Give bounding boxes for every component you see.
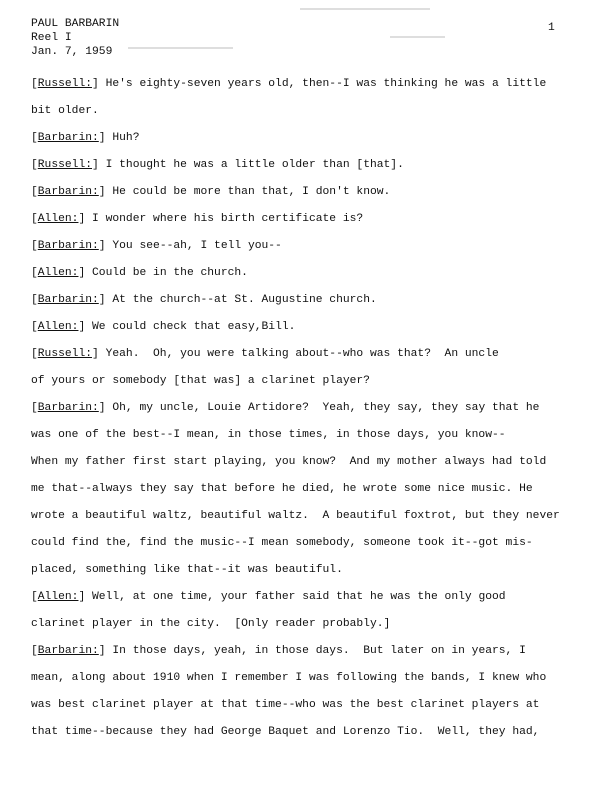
speaker-bracket-close: ]	[92, 159, 106, 171]
line-text: We could check that easy,Bill.	[92, 321, 296, 333]
transcript-line	[31, 240, 606, 267]
line-text: Could be in the church.	[92, 267, 248, 279]
speaker-label: Barbarin:	[37, 132, 99, 144]
transcript-line	[31, 672, 606, 699]
line-text: He could be more than that, I don't know.	[112, 186, 391, 198]
transcript-line	[31, 645, 606, 672]
document-header	[31, 18, 571, 60]
transcript-body	[31, 78, 606, 753]
speaker-bracket-open: [	[31, 348, 38, 360]
speaker-bracket-close: ]	[92, 348, 106, 360]
line-text: wrote a beautiful waltz, beautiful waltz. A beautiful foxtrot, but they never	[31, 510, 560, 522]
speaker-bracket-open: [	[31, 240, 38, 252]
line-text: Well, at one time, your father said that he was the only good	[92, 591, 506, 603]
line-text: Huh?	[112, 132, 140, 144]
transcript-line	[31, 618, 606, 645]
reel-label: Reel I	[31, 32, 72, 44]
line-text: that time--because they had George Baquet and Lorenzo Tio. Well, they had,	[31, 726, 540, 738]
line-text: was best clarinet player at that time--who was the best clarinet players at	[31, 699, 540, 711]
transcript-line	[31, 267, 606, 294]
line-text: In those days, yeah, in those days. But later on in years, I	[112, 645, 526, 657]
transcript-line	[31, 159, 606, 186]
transcript-line	[31, 591, 606, 618]
transcript-line	[31, 186, 606, 213]
speaker-bracket-open: [	[31, 159, 38, 171]
speaker-bracket-close: ]	[98, 645, 113, 657]
speaker-bracket-open: [	[31, 186, 38, 198]
transcript-line	[31, 348, 606, 375]
line-text: was one of the best--I mean, in those times, in those days, you know--	[31, 429, 506, 441]
line-text: I thought he was a little older than [that].	[105, 159, 404, 171]
speaker-label: Barbarin:	[37, 402, 99, 414]
speaker-label: Allen:	[37, 267, 79, 279]
transcript-line	[31, 510, 606, 537]
speaker-label: Barbarin:	[37, 645, 99, 657]
speaker-bracket-close: ]	[98, 132, 113, 144]
transcript-line	[31, 483, 606, 510]
line-text: me that--always they say that before he died, he wrote some nice music. He	[31, 483, 533, 495]
page-number: 1	[548, 22, 555, 34]
speaker-label: Allen:	[37, 321, 79, 333]
line-text: When my father first start playing, you know? And my mother always had told	[31, 456, 547, 468]
speaker-bracket-open: [	[31, 78, 38, 90]
transcript-line	[31, 105, 606, 132]
speaker-bracket-close: ]	[98, 186, 113, 198]
speaker-bracket-close: ]	[78, 321, 93, 333]
transcript-line	[31, 726, 606, 753]
transcript-line	[31, 132, 606, 159]
transcript-line	[31, 537, 606, 564]
speaker-bracket-close: ]	[92, 78, 106, 90]
speaker-bracket-close: ]	[78, 591, 93, 603]
speaker-bracket-open: [	[31, 645, 38, 657]
line-text: clarinet player in the city. [Only reader probably.]	[31, 618, 391, 630]
speaker-bracket-open: [	[31, 132, 38, 144]
speaker-label: Barbarin:	[37, 240, 99, 252]
transcript-line	[31, 78, 606, 105]
transcript-line	[31, 375, 606, 402]
speaker-bracket-close: ]	[98, 402, 113, 414]
interviewee-name: PAUL BARBARIN	[31, 18, 120, 30]
speaker-bracket-open: [	[31, 321, 38, 333]
speaker-bracket-close: ]	[78, 267, 93, 279]
transcript-line	[31, 699, 606, 726]
line-text: of yours or somebody [that was] a clarinet player?	[31, 375, 370, 387]
line-text: I wonder where his birth certificate is?	[92, 213, 364, 225]
speaker-bracket-close: ]	[78, 213, 93, 225]
speaker-bracket-open: [	[31, 591, 38, 603]
transcript-line	[31, 294, 606, 321]
speaker-label: Russell:	[37, 348, 93, 360]
line-text: Oh, my uncle, Louie Artidore? Yeah, they say, they say that he	[112, 402, 540, 414]
speaker-label: Russell:	[37, 78, 93, 90]
faint-marking	[300, 8, 430, 10]
line-text: Yeah. Oh, you were talking about--who was that? An uncle	[105, 348, 499, 360]
line-text: could find the, find the music--I mean somebody, someone took it--got mis-	[31, 537, 533, 549]
transcript-line	[31, 429, 606, 456]
speaker-label: Barbarin:	[37, 186, 99, 198]
speaker-label: Allen:	[37, 591, 79, 603]
transcript-line	[31, 456, 606, 483]
speaker-bracket-open: [	[31, 402, 38, 414]
line-text: mean, along about 1910 when I remember I was following the bands, I knew who	[31, 672, 547, 684]
speaker-bracket-open: [	[31, 267, 38, 279]
speaker-bracket-close: ]	[98, 240, 113, 252]
speaker-bracket-close: ]	[98, 294, 113, 306]
transcript-line	[31, 564, 606, 591]
interview-date: Jan. 7, 1959	[31, 46, 113, 58]
speaker-label: Allen:	[37, 213, 79, 225]
transcript-line	[31, 402, 606, 429]
line-text: He's eighty-seven years old, then--I was thinking he was a little	[105, 78, 547, 90]
speaker-bracket-open: [	[31, 213, 38, 225]
transcript-line	[31, 213, 606, 240]
speaker-bracket-open: [	[31, 294, 38, 306]
speaker-label: Barbarin:	[37, 294, 99, 306]
speaker-label: Russell:	[37, 159, 93, 171]
line-text: At the church--at St. Augustine church.	[112, 294, 377, 306]
line-text: placed, something like that--it was beautiful.	[31, 564, 343, 576]
line-text: You see--ah, I tell you--	[112, 240, 282, 252]
transcript-line	[31, 321, 606, 348]
line-text: bit older.	[31, 105, 99, 117]
